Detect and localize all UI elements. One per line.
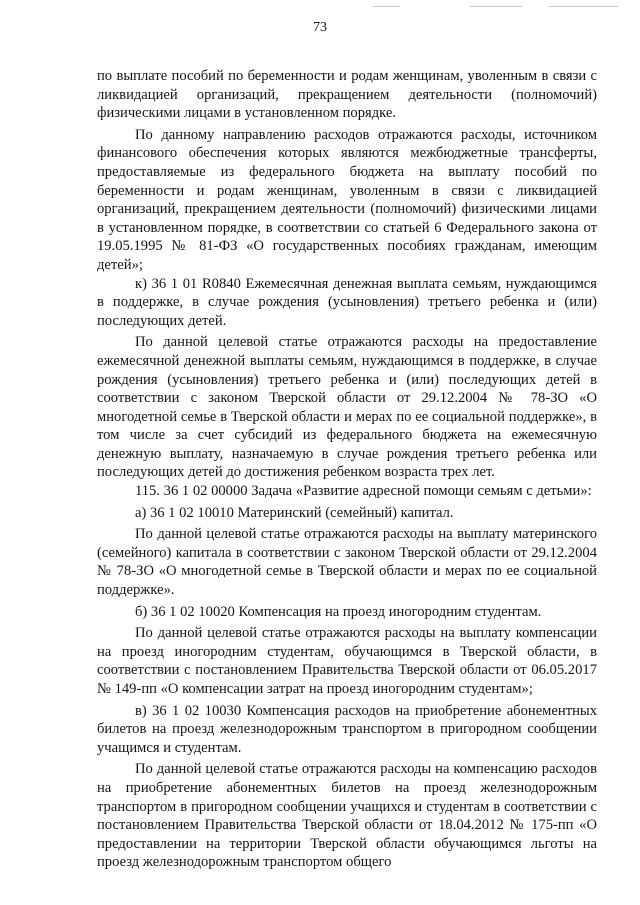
paragraph: По данной целевой статье отражаются расходы на выплату материнского (семейного) капитала в соответствии с законом Тверской области от 29.12.2004 № 78-ЗО «О многодетной семье в Тверской области и мерах по ее социальной поддержке». — [97, 526, 597, 599]
paragraph: По данной целевой статье отражаются расходы на выплату компенсации на проезд иногородним студентам, обучающимся в Тверской области, в соответствии с постановлением Правительства Тверской области от 06.05.2017 № 149-пп «О компенсации затрат на проезд иногородним студентам»; — [97, 625, 597, 697]
page-number: 73 — [313, 20, 327, 35]
scan-mark — [470, 6, 522, 7]
paragraph: а) 36 1 02 10010 Материнский (семейный) капитал. — [135, 504, 454, 521]
paragraph: к) 36 1 01 R0840 Ежемесячная денежная выплата семьям, нуждающимся в поддержке, в случае рождения (усыновления) третьего ребенка и (или) последующих детей. — [97, 275, 597, 329]
scan-mark — [548, 6, 618, 7]
paragraph: По данному направлению расходов отражаются расходы, источником финансового обеспечения которых являются межбюджетные трансферты, предоставляемые из федерального бюджета на выплату пособий по беременности и родам женщинам, уволенным в связи с ликвидацией организаций, прекращением деятельности (полномочий) физическими лицами в установленном порядке, в соответствии со статьей 6 Федерального закона от 19.05.1995 № 81-ФЗ «О государственных пособиях гражданам, имеющим детей»; — [97, 126, 597, 273]
paragraph: По данной целевой статье отражаются расходы на предоставление ежемесячной денежной выплаты семьям, нуждающимся в поддержке, в случае рождения (усыновления) третьего ребенка и (или) последующих детей в соответствии с законом Тверской области от 29.12.2004 № 78-ЗО «О многодетной семье в Тверской области и мерах по ее социальной поддержке», в том числе за счет субсидий из федерального бюджета на ежемесячную денежную выплату, назначаемую в случае рождения третьего ребенка или последующих детей до достижения ребенком возраста трех лет. — [97, 334, 597, 481]
paragraph: в) 36 1 02 10030 Компенсация расходов на приобретение абонементных билетов на проезд железнодорожным транспортом в пригородном сообщении учащимся и студентам. — [97, 702, 597, 756]
paragraph: по выплате пособий по беременности и родам женщинам, уволенным в связи с ликвидацией организаций, прекращением деятельности (полномочий) физическими лицами в установленном порядке. — [97, 68, 597, 122]
paragraph: По данной целевой статье отражаются расходы на компенсацию расходов на приобретение абонементных билетов на проезд железнодорожным транспортом в пригородном сообщении учащихся и студентам в соответствии с постановлением Правительства Тверской области от 18.04.2012 № 175-пп «О предоставлении на территории Тверской области обучающимся льготы на проезд железнодорожным транспортом общего — [97, 761, 597, 871]
paragraph: б) 36 1 02 10020 Компенсация на проезд иногородним студентам. — [135, 603, 542, 620]
document-body — [97, 67, 597, 872]
section-heading: 115. 36 1 02 00000 Задача «Развитие адресной помощи семьям с детьми»: — [135, 483, 592, 500]
scan-mark — [372, 6, 400, 7]
